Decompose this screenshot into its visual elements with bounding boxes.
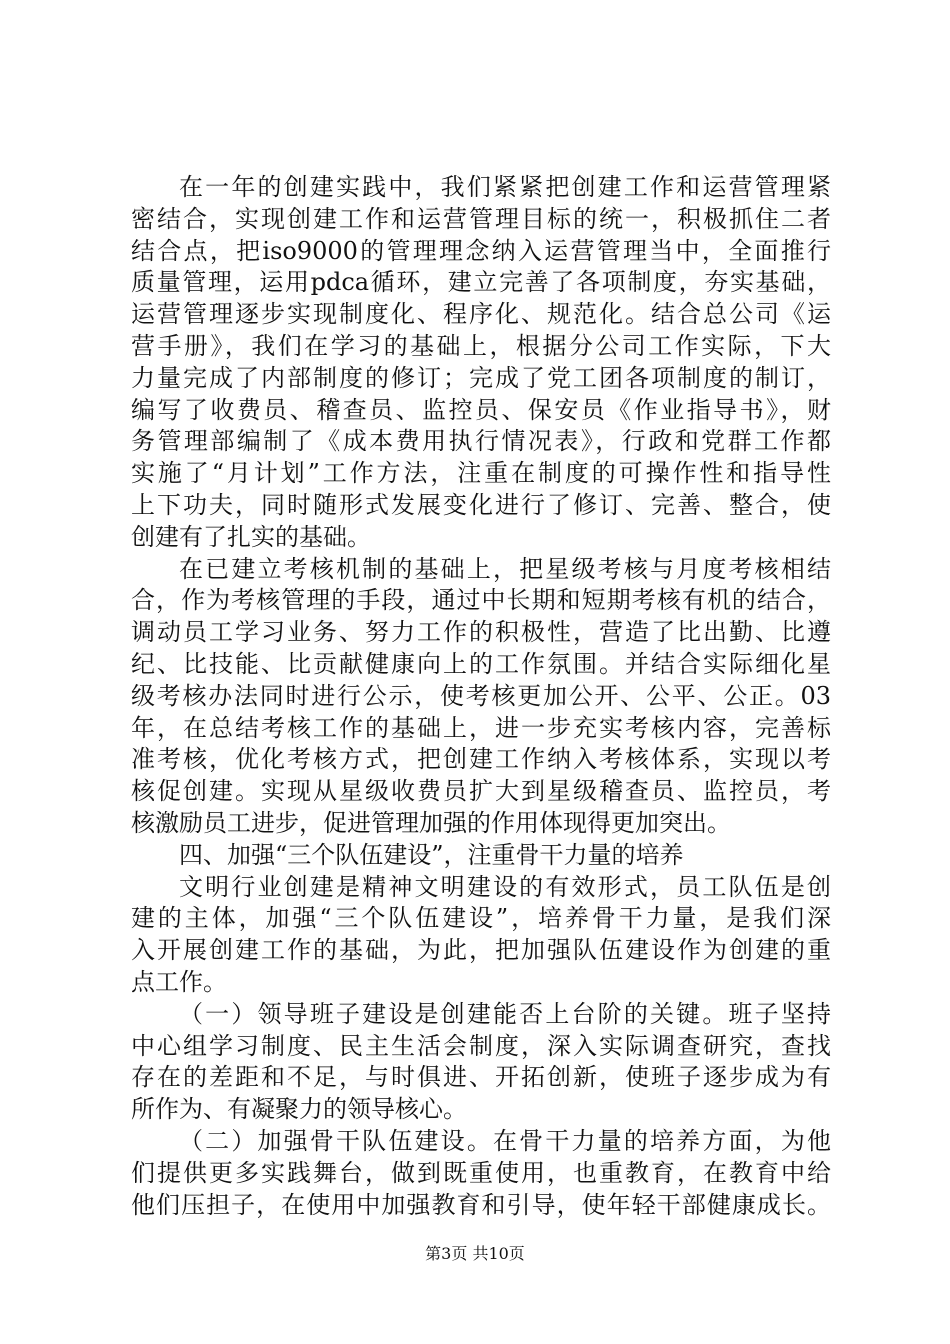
text-line: 中心组学习制度、民主生活会制度，深入实际调查研究，查找 [131,1031,831,1060]
text-line: 准考核，优化考核方式，把创建工作纳入考核体系，实现以考 [131,745,831,774]
text-line: 运营管理逐步实现制度化、程序化、规范化。结合总公司《运 [131,300,831,329]
text-line: 编写了收费员、稽查员、监控员、保安员《作业指导书》，财 [131,395,831,424]
text-line: 级考核办法同时进行公示，使考核更加公开、公平、公正。03 [131,681,831,710]
text-line: 核促创建。实现从星级收费员扩大到星级稽查员、监控员，考 [131,777,831,806]
text-line: 务管理部编制了《成本费用执行情况表》，行政和党群工作都 [131,427,831,456]
text-line: 质量管理，运用pdca循环，建立完善了各项制度，夯实基础， [131,268,831,297]
text-line: 营手册》，我们在学习的基础上，根据分公司工作实际，下大 [131,331,831,360]
text-line: 实施了“月计划”工作方法，注重在制度的可操作性和指导性 [131,459,831,488]
text-line: 调动员工学习业务、努力工作的积极性，营造了比出勤、比遵 [131,618,831,647]
text-line: 所作为、有凝聚力的领导核心。 [131,1095,467,1124]
text-line: （二）加强骨干队伍建设。在骨干力量的培养方面，为他 [179,1126,831,1155]
text-line: 合，作为考核管理的手段，通过中长期和短期考核有机的结合， [131,586,831,615]
text-line: 文明行业创建是精神文明建设的有效形式，员工队伍是创 [179,872,831,901]
text-line: 密结合，实现创建工作和运营管理目标的统一，积极抓住二者 [131,204,831,233]
text-line: （一）领导班子建设是创建能否上台阶的关键。班子坚持 [179,999,831,1028]
text-line: 年，在总结考核工作的基础上，进一步充实考核内容，完善标 [131,713,831,742]
text-line: 们提供更多实践舞台，做到既重使用，也重教育，在教育中给 [131,1158,831,1187]
document-body [131,172,831,1221]
text-line: 力量完成了内部制度的修订；完成了党工团各项制度的制订， [131,363,831,392]
text-line: 四、加强“三个队伍建设”，注重骨干力量的培养 [179,840,684,869]
text-line: 上下功夫，同时随形式发展变化进行了修订、完善、整合，使 [131,490,831,519]
text-line: 在一年的创建实践中，我们紧紧把创建工作和运营管理紧 [179,173,831,201]
text-line: 他们压担子，在使用中加强教育和引导，使年轻干部健康成长。 [131,1190,831,1219]
text-line: 点工作。 [131,967,227,996]
page-footer: 第3页 共10页 [425,1244,525,1263]
text-line: 入开展创建工作的基础，为此，把加强队伍建设作为创建的重 [131,936,831,965]
text-line: 在已建立考核机制的基础上，把星级考核与月度考核相结 [179,554,831,583]
text-line: 存在的差距和不足，与时俱进、开拓创新，使班子逐步成为有 [131,1063,831,1092]
text-line: 核激励员工进步，促进管理加强的作用体现得更加突出。 [131,808,731,837]
text-line: 纪、比技能、比贡献健康向上的工作氛围。并结合实际细化星 [131,649,831,678]
text-line: 建的主体，加强“三个队伍建设”，培养骨干力量，是我们深 [131,904,831,933]
text-line: 结合点，把iso9000的管理理念纳入运营管理当中，全面推行 [131,236,831,265]
text-line: 创建有了扎实的基础。 [131,522,371,551]
